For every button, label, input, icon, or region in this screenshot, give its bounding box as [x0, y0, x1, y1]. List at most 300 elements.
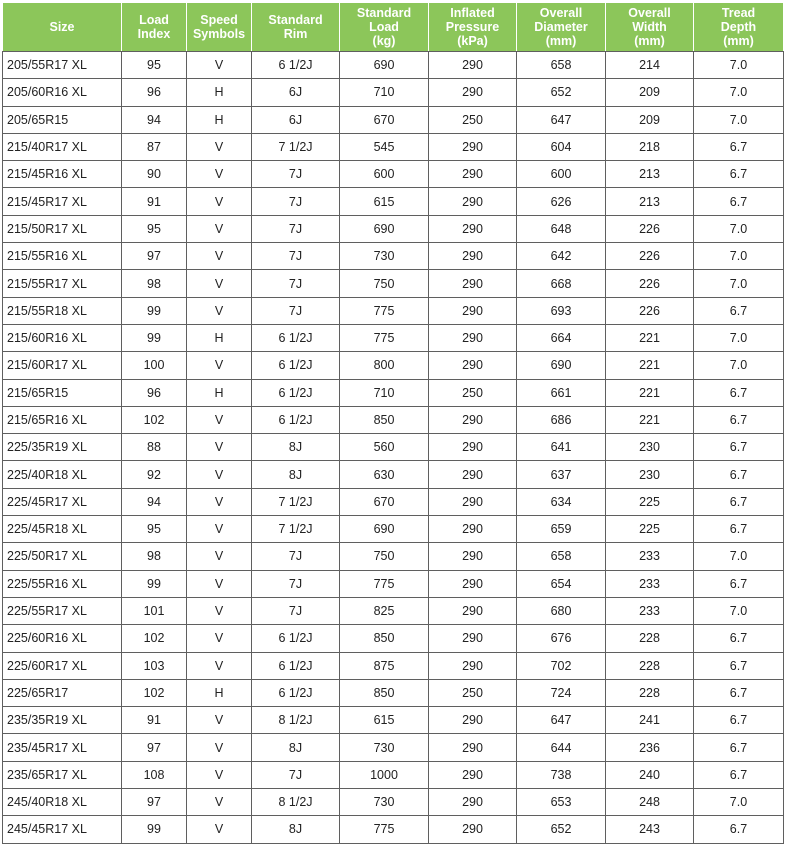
cell-overall-diameter: 702	[517, 652, 606, 679]
cell-standard-load: 800	[340, 352, 429, 379]
cell-tread-depth: 6.7	[694, 679, 784, 706]
cell-standard-load: 775	[340, 816, 429, 843]
cell-inflated-pressure: 250	[429, 679, 517, 706]
cell-standard-rim: 8 1/2J	[252, 707, 340, 734]
cell-tread-depth: 7.0	[694, 543, 784, 570]
cell-load-index: 95	[122, 516, 187, 543]
cell-overall-width: 243	[606, 816, 694, 843]
cell-size: 215/45R16 XL	[3, 161, 122, 188]
table-row	[3, 543, 784, 570]
table-row	[3, 652, 784, 679]
column-header-line: Inflated	[450, 6, 495, 20]
cell-overall-width: 221	[606, 406, 694, 433]
cell-size: 215/45R17 XL	[3, 188, 122, 215]
table-row	[3, 488, 784, 515]
cell-overall-width: 226	[606, 243, 694, 270]
cell-speed-symbol: V	[187, 625, 252, 652]
cell-overall-width: 241	[606, 707, 694, 734]
cell-inflated-pressure: 250	[429, 379, 517, 406]
cell-speed-symbol: V	[187, 652, 252, 679]
cell-size: 215/55R17 XL	[3, 270, 122, 297]
column-header-line: Speed	[200, 13, 238, 27]
column-header-line: (kPa)	[457, 34, 488, 48]
cell-load-index: 88	[122, 434, 187, 461]
cell-inflated-pressure: 290	[429, 243, 517, 270]
cell-size: 225/45R17 XL	[3, 488, 122, 515]
cell-tread-depth: 6.7	[694, 461, 784, 488]
cell-overall-diameter: 654	[517, 570, 606, 597]
cell-standard-rim: 7J	[252, 270, 340, 297]
cell-overall-diameter: 642	[517, 243, 606, 270]
cell-overall-width: 240	[606, 761, 694, 788]
cell-standard-load: 775	[340, 297, 429, 324]
cell-overall-diameter: 676	[517, 625, 606, 652]
cell-inflated-pressure: 290	[429, 461, 517, 488]
cell-speed-symbol: H	[187, 106, 252, 133]
table-row	[3, 215, 784, 242]
column-header-line: Size	[49, 20, 75, 34]
cell-tread-depth: 6.7	[694, 488, 784, 515]
cell-standard-rim: 7J	[252, 297, 340, 324]
column-header-line: Diameter	[534, 20, 588, 34]
cell-overall-width: 228	[606, 652, 694, 679]
column-header-standard-rim	[252, 3, 340, 52]
cell-size: 225/55R17 XL	[3, 597, 122, 624]
cell-size: 215/65R16 XL	[3, 406, 122, 433]
cell-tread-depth: 6.7	[694, 761, 784, 788]
cell-standard-load: 600	[340, 161, 429, 188]
cell-tread-depth: 7.0	[694, 79, 784, 106]
cell-load-index: 95	[122, 215, 187, 242]
cell-inflated-pressure: 290	[429, 133, 517, 160]
cell-standard-load: 1000	[340, 761, 429, 788]
table-row	[3, 434, 784, 461]
cell-inflated-pressure: 290	[429, 270, 517, 297]
cell-load-index: 98	[122, 543, 187, 570]
cell-size: 225/35R19 XL	[3, 434, 122, 461]
cell-speed-symbol: H	[187, 679, 252, 706]
cell-standard-load: 560	[340, 434, 429, 461]
cell-overall-diameter: 690	[517, 352, 606, 379]
table-row	[3, 816, 784, 843]
cell-size: 205/60R16 XL	[3, 79, 122, 106]
cell-standard-load: 850	[340, 625, 429, 652]
cell-tread-depth: 7.0	[694, 106, 784, 133]
cell-inflated-pressure: 290	[429, 79, 517, 106]
cell-overall-width: 213	[606, 161, 694, 188]
cell-overall-width: 228	[606, 625, 694, 652]
cell-overall-diameter: 626	[517, 188, 606, 215]
cell-size: 215/60R17 XL	[3, 352, 122, 379]
cell-load-index: 91	[122, 707, 187, 734]
table-row	[3, 106, 784, 133]
table-row	[3, 243, 784, 270]
cell-overall-diameter: 634	[517, 488, 606, 515]
cell-overall-width: 213	[606, 188, 694, 215]
cell-load-index: 98	[122, 270, 187, 297]
cell-overall-diameter: 659	[517, 516, 606, 543]
cell-standard-load: 670	[340, 488, 429, 515]
cell-inflated-pressure: 290	[429, 734, 517, 761]
cell-overall-width: 225	[606, 516, 694, 543]
cell-tread-depth: 6.7	[694, 188, 784, 215]
cell-size: 215/65R15	[3, 379, 122, 406]
column-header-line: (mm)	[545, 34, 577, 48]
cell-speed-symbol: V	[187, 352, 252, 379]
cell-standard-load: 710	[340, 379, 429, 406]
cell-load-index: 96	[122, 379, 187, 406]
cell-overall-diameter: 680	[517, 597, 606, 624]
cell-size: 225/55R16 XL	[3, 570, 122, 597]
cell-tread-depth: 6.7	[694, 707, 784, 734]
cell-overall-diameter: 647	[517, 106, 606, 133]
cell-size: 235/65R17 XL	[3, 761, 122, 788]
cell-standard-load: 690	[340, 516, 429, 543]
table-row	[3, 324, 784, 351]
column-header-line: Load	[369, 20, 399, 34]
cell-speed-symbol: V	[187, 270, 252, 297]
cell-tread-depth: 6.7	[694, 161, 784, 188]
cell-speed-symbol: V	[187, 570, 252, 597]
cell-standard-load: 825	[340, 597, 429, 624]
cell-overall-diameter: 652	[517, 79, 606, 106]
cell-size: 225/45R18 XL	[3, 516, 122, 543]
cell-tread-depth: 7.0	[694, 324, 784, 351]
column-header-line: Index	[137, 27, 171, 41]
cell-size: 215/50R17 XL	[3, 215, 122, 242]
cell-tread-depth: 7.0	[694, 597, 784, 624]
cell-standard-rim: 6 1/2J	[252, 52, 340, 79]
cell-standard-rim: 8J	[252, 816, 340, 843]
cell-standard-load: 850	[340, 406, 429, 433]
cell-standard-rim: 7J	[252, 161, 340, 188]
cell-load-index: 103	[122, 652, 187, 679]
cell-inflated-pressure: 290	[429, 761, 517, 788]
cell-inflated-pressure: 250	[429, 106, 517, 133]
cell-load-index: 102	[122, 406, 187, 433]
cell-load-index: 100	[122, 352, 187, 379]
cell-inflated-pressure: 290	[429, 816, 517, 843]
cell-load-index: 97	[122, 243, 187, 270]
cell-overall-width: 248	[606, 789, 694, 816]
cell-standard-rim: 7J	[252, 570, 340, 597]
column-header-load-index	[122, 3, 187, 52]
cell-standard-rim: 6 1/2J	[252, 625, 340, 652]
cell-overall-width: 233	[606, 570, 694, 597]
cell-tread-depth: 6.7	[694, 625, 784, 652]
cell-overall-width: 233	[606, 543, 694, 570]
cell-tread-depth: 7.0	[694, 243, 784, 270]
cell-overall-diameter: 738	[517, 761, 606, 788]
cell-inflated-pressure: 290	[429, 488, 517, 515]
column-header-line: (mm)	[634, 34, 665, 48]
cell-load-index: 102	[122, 625, 187, 652]
cell-tread-depth: 6.7	[694, 516, 784, 543]
cell-speed-symbol: V	[187, 243, 252, 270]
cell-overall-diameter: 724	[517, 679, 606, 706]
cell-standard-load: 730	[340, 789, 429, 816]
column-header-line: Overall	[539, 6, 583, 20]
cell-overall-width: 209	[606, 79, 694, 106]
cell-standard-rim: 7J	[252, 543, 340, 570]
cell-standard-rim: 7J	[252, 761, 340, 788]
column-header-line: Tread	[721, 6, 756, 20]
cell-speed-symbol: H	[187, 379, 252, 406]
cell-standard-rim: 7J	[252, 188, 340, 215]
cell-overall-diameter: 600	[517, 161, 606, 188]
cell-standard-load: 710	[340, 79, 429, 106]
cell-tread-depth: 6.7	[694, 570, 784, 597]
cell-standard-load: 690	[340, 52, 429, 79]
cell-size: 215/40R17 XL	[3, 133, 122, 160]
table-row	[3, 297, 784, 324]
cell-speed-symbol: V	[187, 406, 252, 433]
cell-overall-width: 221	[606, 324, 694, 351]
cell-overall-width: 226	[606, 297, 694, 324]
column-header-tread-depth	[694, 3, 784, 52]
cell-overall-diameter: 661	[517, 379, 606, 406]
cell-overall-width: 230	[606, 434, 694, 461]
cell-speed-symbol: V	[187, 133, 252, 160]
table-row	[3, 761, 784, 788]
cell-speed-symbol: V	[187, 734, 252, 761]
cell-standard-rim: 6 1/2J	[252, 406, 340, 433]
cell-overall-width: 218	[606, 133, 694, 160]
cell-load-index: 101	[122, 597, 187, 624]
table-row	[3, 352, 784, 379]
cell-tread-depth: 6.7	[694, 734, 784, 761]
cell-speed-symbol: V	[187, 543, 252, 570]
cell-standard-rim: 8J	[252, 461, 340, 488]
cell-overall-diameter: 693	[517, 297, 606, 324]
cell-standard-rim: 6 1/2J	[252, 324, 340, 351]
column-header-line: Load	[139, 13, 169, 27]
table-header-row	[3, 3, 784, 52]
table-row	[3, 270, 784, 297]
cell-overall-width: 230	[606, 461, 694, 488]
table-row	[3, 133, 784, 160]
cell-standard-rim: 6 1/2J	[252, 652, 340, 679]
cell-load-index: 94	[122, 488, 187, 515]
table-row	[3, 707, 784, 734]
cell-standard-rim: 7 1/2J	[252, 488, 340, 515]
cell-standard-load: 775	[340, 324, 429, 351]
cell-standard-rim: 6J	[252, 79, 340, 106]
cell-speed-symbol: H	[187, 79, 252, 106]
cell-overall-diameter: 653	[517, 789, 606, 816]
cell-standard-rim: 6J	[252, 106, 340, 133]
cell-overall-width: 214	[606, 52, 694, 79]
cell-standard-load: 730	[340, 734, 429, 761]
table-row	[3, 679, 784, 706]
cell-size: 225/40R18 XL	[3, 461, 122, 488]
cell-speed-symbol: V	[187, 761, 252, 788]
cell-overall-diameter: 658	[517, 52, 606, 79]
cell-tread-depth: 6.7	[694, 297, 784, 324]
column-header-line: Width	[632, 20, 667, 34]
cell-tread-depth: 6.7	[694, 406, 784, 433]
cell-size: 225/60R17 XL	[3, 652, 122, 679]
cell-standard-rim: 7J	[252, 215, 340, 242]
cell-inflated-pressure: 290	[429, 434, 517, 461]
cell-size: 225/65R17	[3, 679, 122, 706]
cell-size: 215/60R16 XL	[3, 324, 122, 351]
cell-standard-load: 750	[340, 270, 429, 297]
cell-overall-diameter: 604	[517, 133, 606, 160]
cell-overall-diameter: 647	[517, 707, 606, 734]
cell-speed-symbol: H	[187, 324, 252, 351]
cell-standard-rim: 6 1/2J	[252, 379, 340, 406]
cell-load-index: 102	[122, 679, 187, 706]
column-header-overall-diameter	[517, 3, 606, 52]
tire-specifications-table	[2, 2, 784, 844]
cell-overall-width: 221	[606, 352, 694, 379]
cell-standard-load: 615	[340, 707, 429, 734]
cell-standard-rim: 6 1/2J	[252, 679, 340, 706]
cell-size: 235/45R17 XL	[3, 734, 122, 761]
cell-load-index: 99	[122, 816, 187, 843]
cell-inflated-pressure: 290	[429, 406, 517, 433]
cell-inflated-pressure: 290	[429, 707, 517, 734]
cell-inflated-pressure: 290	[429, 324, 517, 351]
cell-speed-symbol: V	[187, 52, 252, 79]
column-header-line: Pressure	[445, 20, 500, 34]
table-row	[3, 406, 784, 433]
table-row	[3, 461, 784, 488]
cell-speed-symbol: V	[187, 488, 252, 515]
column-header-line: Rim	[283, 27, 308, 41]
cell-standard-rim: 7J	[252, 243, 340, 270]
cell-tread-depth: 7.0	[694, 789, 784, 816]
column-header-standard-load	[340, 3, 429, 52]
cell-inflated-pressure: 290	[429, 352, 517, 379]
cell-speed-symbol: V	[187, 188, 252, 215]
cell-inflated-pressure: 290	[429, 625, 517, 652]
cell-standard-load: 615	[340, 188, 429, 215]
cell-load-index: 95	[122, 52, 187, 79]
cell-standard-load: 630	[340, 461, 429, 488]
table-body	[3, 52, 784, 844]
cell-speed-symbol: V	[187, 816, 252, 843]
cell-tread-depth: 7.0	[694, 352, 784, 379]
cell-standard-load: 850	[340, 679, 429, 706]
cell-load-index: 92	[122, 461, 187, 488]
cell-speed-symbol: V	[187, 297, 252, 324]
column-header-line: Symbols	[192, 27, 246, 41]
cell-size: 205/55R17 XL	[3, 52, 122, 79]
cell-overall-width: 225	[606, 488, 694, 515]
table-row	[3, 597, 784, 624]
cell-overall-diameter: 652	[517, 816, 606, 843]
cell-overall-width: 209	[606, 106, 694, 133]
column-header-line: Standard	[356, 6, 412, 20]
cell-overall-diameter: 637	[517, 461, 606, 488]
cell-speed-symbol: V	[187, 789, 252, 816]
column-header-line: (kg)	[372, 34, 396, 48]
cell-standard-load: 750	[340, 543, 429, 570]
table-row	[3, 516, 784, 543]
cell-standard-load: 775	[340, 570, 429, 597]
cell-standard-load: 690	[340, 215, 429, 242]
cell-speed-symbol: V	[187, 597, 252, 624]
cell-speed-symbol: V	[187, 461, 252, 488]
table-row	[3, 52, 784, 79]
table-row	[3, 734, 784, 761]
cell-inflated-pressure: 290	[429, 570, 517, 597]
cell-standard-rim: 8J	[252, 434, 340, 461]
cell-tread-depth: 6.7	[694, 379, 784, 406]
cell-tread-depth: 7.0	[694, 52, 784, 79]
cell-inflated-pressure: 290	[429, 215, 517, 242]
cell-standard-rim: 7 1/2J	[252, 516, 340, 543]
cell-standard-load: 875	[340, 652, 429, 679]
cell-load-index: 108	[122, 761, 187, 788]
cell-speed-symbol: V	[187, 161, 252, 188]
cell-overall-diameter: 668	[517, 270, 606, 297]
cell-tread-depth: 6.7	[694, 133, 784, 160]
cell-inflated-pressure: 290	[429, 297, 517, 324]
cell-tread-depth: 6.7	[694, 652, 784, 679]
cell-size: 245/40R18 XL	[3, 789, 122, 816]
cell-speed-symbol: V	[187, 215, 252, 242]
cell-overall-width: 226	[606, 215, 694, 242]
cell-inflated-pressure: 290	[429, 52, 517, 79]
table-row	[3, 161, 784, 188]
cell-speed-symbol: V	[187, 707, 252, 734]
cell-overall-diameter: 686	[517, 406, 606, 433]
cell-overall-width: 233	[606, 597, 694, 624]
cell-overall-width: 236	[606, 734, 694, 761]
cell-size: 205/65R15	[3, 106, 122, 133]
table-row	[3, 188, 784, 215]
cell-load-index: 96	[122, 79, 187, 106]
column-header-size	[3, 3, 122, 52]
cell-standard-rim: 8 1/2J	[252, 789, 340, 816]
table-row	[3, 379, 784, 406]
cell-tread-depth: 6.7	[694, 816, 784, 843]
cell-size: 245/45R17 XL	[3, 816, 122, 843]
cell-overall-diameter: 664	[517, 324, 606, 351]
cell-load-index: 90	[122, 161, 187, 188]
cell-load-index: 99	[122, 297, 187, 324]
cell-size: 225/50R17 XL	[3, 543, 122, 570]
cell-load-index: 99	[122, 570, 187, 597]
column-header-line: (mm)	[723, 34, 754, 48]
cell-load-index: 99	[122, 324, 187, 351]
cell-load-index: 94	[122, 106, 187, 133]
cell-size: 225/60R16 XL	[3, 625, 122, 652]
column-header-speed-symbol	[187, 3, 252, 52]
cell-size: 235/35R19 XL	[3, 707, 122, 734]
cell-load-index: 97	[122, 734, 187, 761]
column-header-line: Depth	[720, 20, 757, 34]
cell-inflated-pressure: 290	[429, 652, 517, 679]
cell-load-index: 87	[122, 133, 187, 160]
cell-load-index: 91	[122, 188, 187, 215]
cell-inflated-pressure: 290	[429, 161, 517, 188]
cell-overall-width: 221	[606, 379, 694, 406]
cell-standard-rim: 6 1/2J	[252, 352, 340, 379]
table-row	[3, 570, 784, 597]
column-header-line: Standard	[268, 13, 323, 27]
cell-size: 215/55R18 XL	[3, 297, 122, 324]
cell-overall-width: 226	[606, 270, 694, 297]
cell-standard-load: 670	[340, 106, 429, 133]
cell-overall-diameter: 641	[517, 434, 606, 461]
cell-overall-width: 228	[606, 679, 694, 706]
table-row	[3, 789, 784, 816]
cell-standard-rim: 7 1/2J	[252, 133, 340, 160]
